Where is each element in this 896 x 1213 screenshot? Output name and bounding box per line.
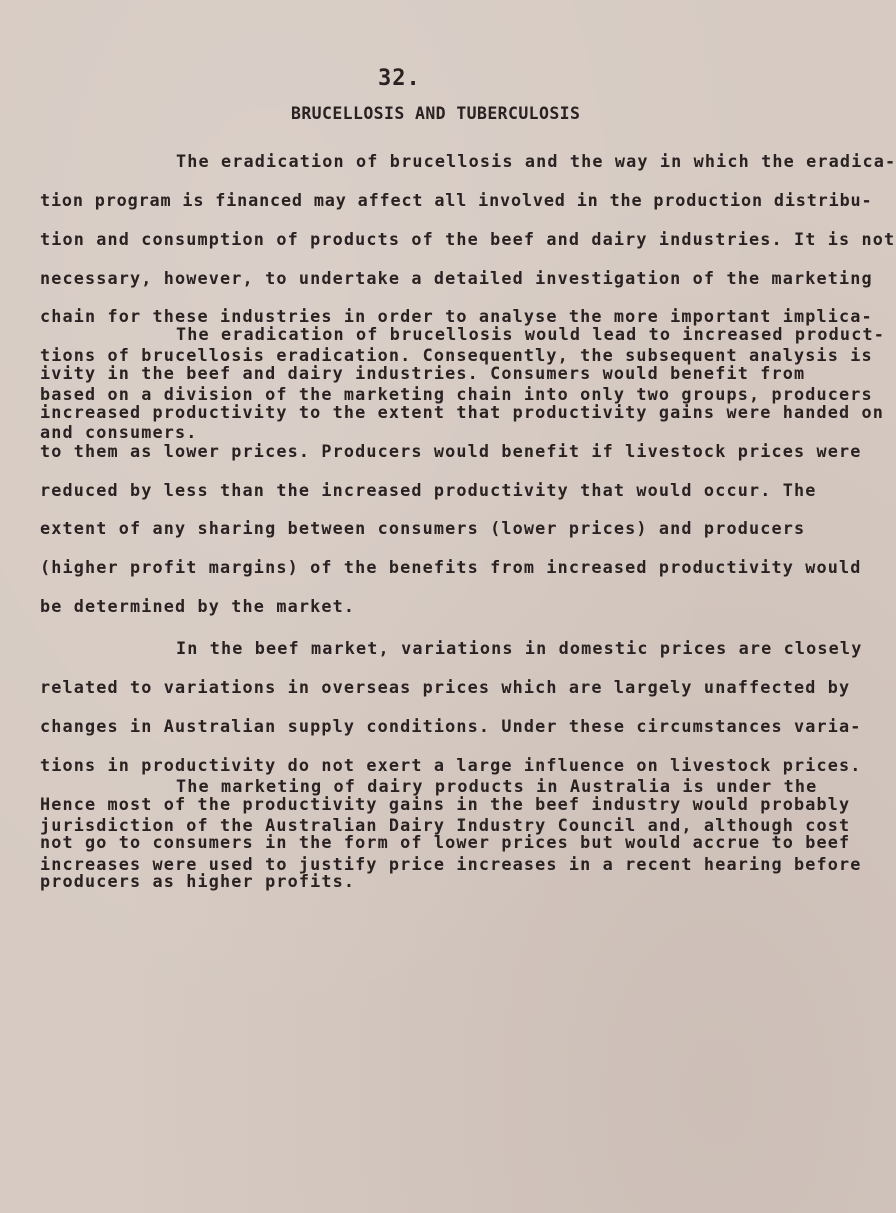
text-line: tion program is financed may affect all involved in the production distribu-: [40, 190, 873, 210]
text-line: In the beef market, variations in domestic prices are closely: [176, 638, 863, 658]
section-heading: BRUCELLOSIS AND TUBERCULOSIS: [291, 104, 581, 123]
text-line: necessary, however, to undertake a detailed investigation of the marketing: [40, 268, 873, 288]
text-line: reduced by less than the increased productivity that would occur. The: [40, 480, 817, 500]
text-line: ivity in the beef and dairy industries. Consumers would benefit from: [40, 363, 806, 383]
text-line: tions of brucellosis eradication. Consequently, the subsequent analysis is: [40, 345, 873, 365]
text-line: tions in productivity do not exert a large influence on livestock prices.: [40, 755, 862, 775]
text-line: changes in Australian supply conditions. Under these circumstances varia-: [40, 716, 862, 736]
text-line: (higher profit margins) of the benefits from increased productivity would: [40, 557, 862, 577]
text-line: The eradication of brucellosis and the way in which the eradica-: [176, 151, 896, 171]
text-line: jurisdiction of the Australian Dairy Industry Council and, although cost: [40, 815, 851, 835]
text-line: tion and consumption of products of the beef and dairy industries. It is not: [40, 229, 896, 249]
text-line: related to variations in overseas prices which are largely unaffected by: [40, 677, 851, 697]
text-line: The marketing of dairy products in Australia is under the: [176, 776, 818, 796]
text-line: The eradication of brucellosis would lead to increased product-: [176, 324, 885, 344]
text-line: increases were used to justify price increases in a recent hearing before: [40, 854, 862, 874]
text-line: producers as higher profits.: [40, 871, 356, 891]
text-line: Hence most of the productivity gains in the beef industry would probably: [40, 794, 851, 814]
text-line: increased productivity to the extent that productivity gains were handed on: [40, 402, 884, 422]
text-line: to them as lower prices. Producers would benefit if livestock prices were: [40, 441, 862, 461]
text-line: be determined by the market.: [40, 596, 356, 616]
page-number: 32.: [378, 66, 421, 91]
text-line: based on a division of the marketing chain into only two groups, producers: [40, 384, 873, 404]
text-line: and consumers.: [40, 422, 198, 442]
text-line: chain for these industries in order to analyse the more important implica-: [40, 306, 873, 326]
text-line: not go to consumers in the form of lower prices but would accrue to beef: [40, 832, 851, 852]
text-line: extent of any sharing between consumers (lower prices) and producers: [40, 518, 806, 538]
